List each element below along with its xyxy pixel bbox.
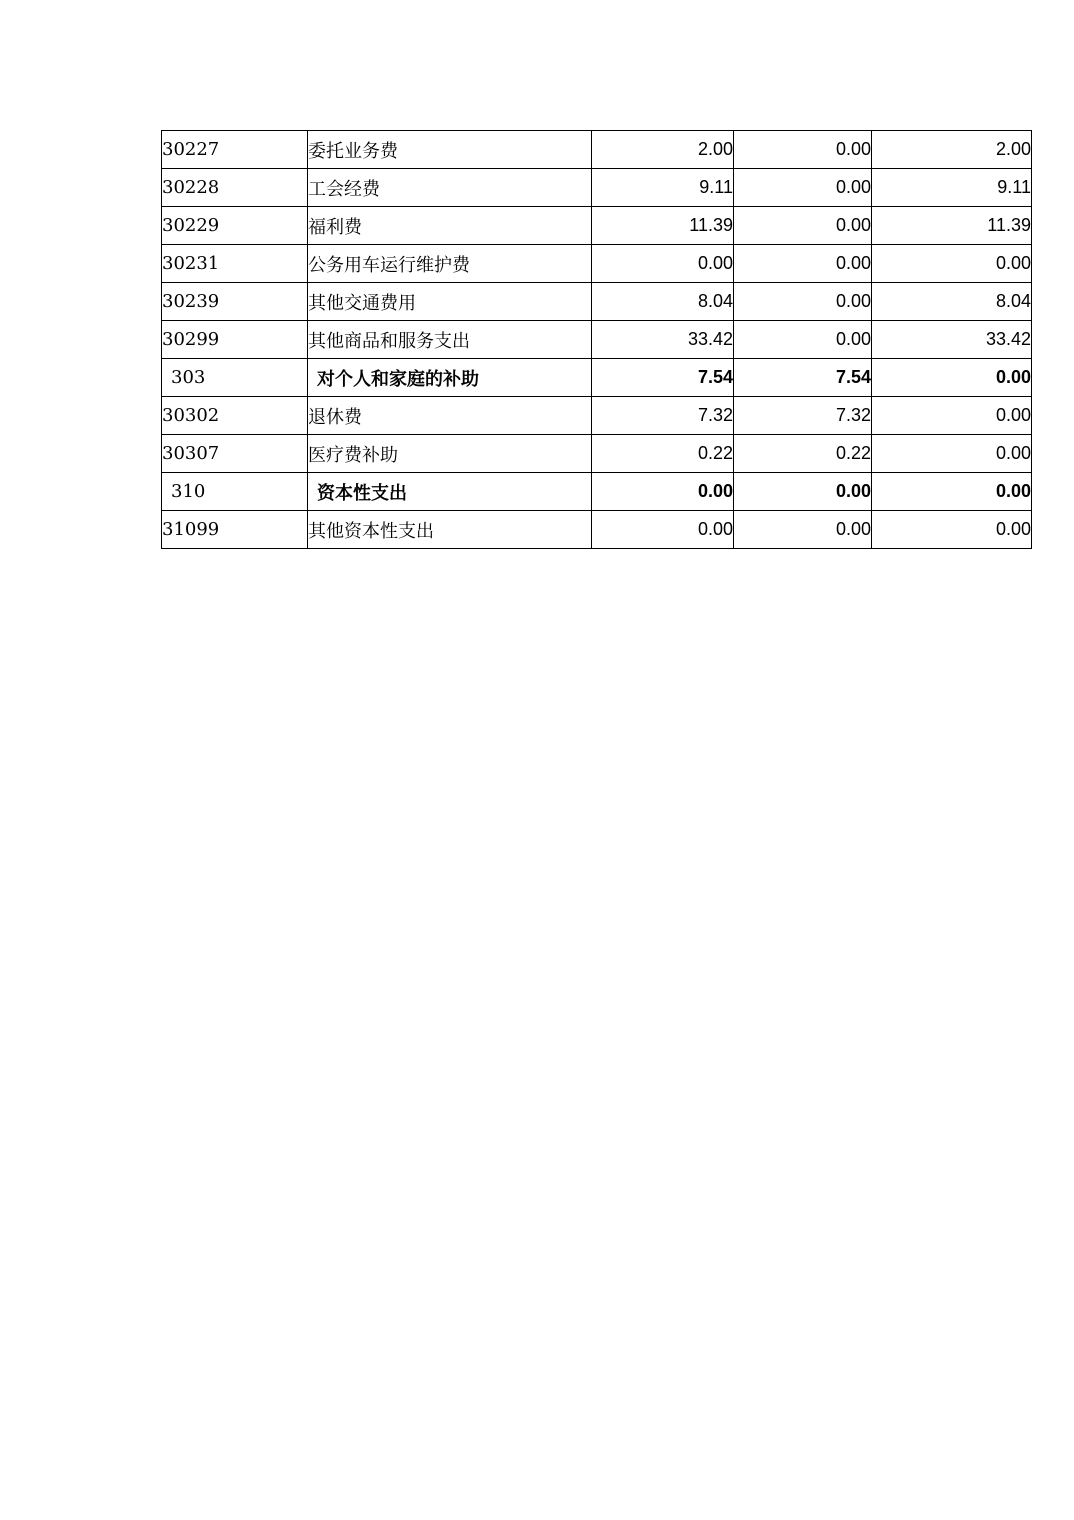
row-total: 7.32 [592,397,734,435]
row-project: 0.00 [872,359,1032,397]
row-basic: 7.32 [734,397,872,435]
row-total: 11.39 [592,207,734,245]
row-project: 33.42 [872,321,1032,359]
row-basic: 7.54 [734,359,872,397]
row-name: 其他商品和服务支出 [308,321,592,359]
row-name: 委托业务费 [308,131,592,169]
row-total: 33.42 [592,321,734,359]
row-project: 0.00 [872,473,1032,511]
row-total: 7.54 [592,359,734,397]
row-code: 30228 [162,169,308,207]
row-project: 8.04 [872,283,1032,321]
row-name: 其他交通费用 [308,283,592,321]
row-basic: 0.00 [734,245,872,283]
row-basic: 0.00 [734,131,872,169]
row-total: 8.04 [592,283,734,321]
table-row [162,131,1032,169]
row-project: 0.00 [872,245,1032,283]
row-total: 0.00 [592,473,734,511]
row-name: 公务用车运行维护费 [308,245,592,283]
row-name: 资本性支出 [308,473,592,511]
row-total: 2.00 [592,131,734,169]
row-basic: 0.22 [734,435,872,473]
table-row [162,511,1032,549]
row-total: 9.11 [592,169,734,207]
row-name: 医疗费补助 [308,435,592,473]
row-code: 30231 [162,245,308,283]
row-code: 30239 [162,283,308,321]
row-total: 0.00 [592,511,734,549]
row-project: 0.00 [872,511,1032,549]
row-code: 310 [162,473,308,511]
row-name: 其他资本性支出 [308,511,592,549]
row-name: 对个人和家庭的补助 [308,359,592,397]
table-row-category [162,359,1032,397]
row-code: 30307 [162,435,308,473]
table-row [162,169,1032,207]
budget-table [161,130,1032,549]
row-project: 0.00 [872,435,1032,473]
table-row [162,207,1032,245]
row-code: 303 [162,359,308,397]
row-project: 2.00 [872,131,1032,169]
row-basic: 0.00 [734,169,872,207]
row-total: 0.22 [592,435,734,473]
row-name: 工会经费 [308,169,592,207]
row-project: 11.39 [872,207,1032,245]
row-basic: 0.00 [734,511,872,549]
row-basic: 0.00 [734,207,872,245]
row-name: 退休费 [308,397,592,435]
row-code: 30227 [162,131,308,169]
table-row-category [162,473,1032,511]
table-row [162,245,1032,283]
row-code: 30229 [162,207,308,245]
table-row [162,435,1032,473]
row-code: 31099 [162,511,308,549]
row-total: 0.00 [592,245,734,283]
row-basic: 0.00 [734,283,872,321]
table-row [162,283,1032,321]
table-row [162,321,1032,359]
row-project: 0.00 [872,397,1032,435]
row-code: 30302 [162,397,308,435]
row-basic: 0.00 [734,473,872,511]
row-basic: 0.00 [734,321,872,359]
row-code: 30299 [162,321,308,359]
table-row [162,397,1032,435]
row-project: 9.11 [872,169,1032,207]
row-name: 福利费 [308,207,592,245]
